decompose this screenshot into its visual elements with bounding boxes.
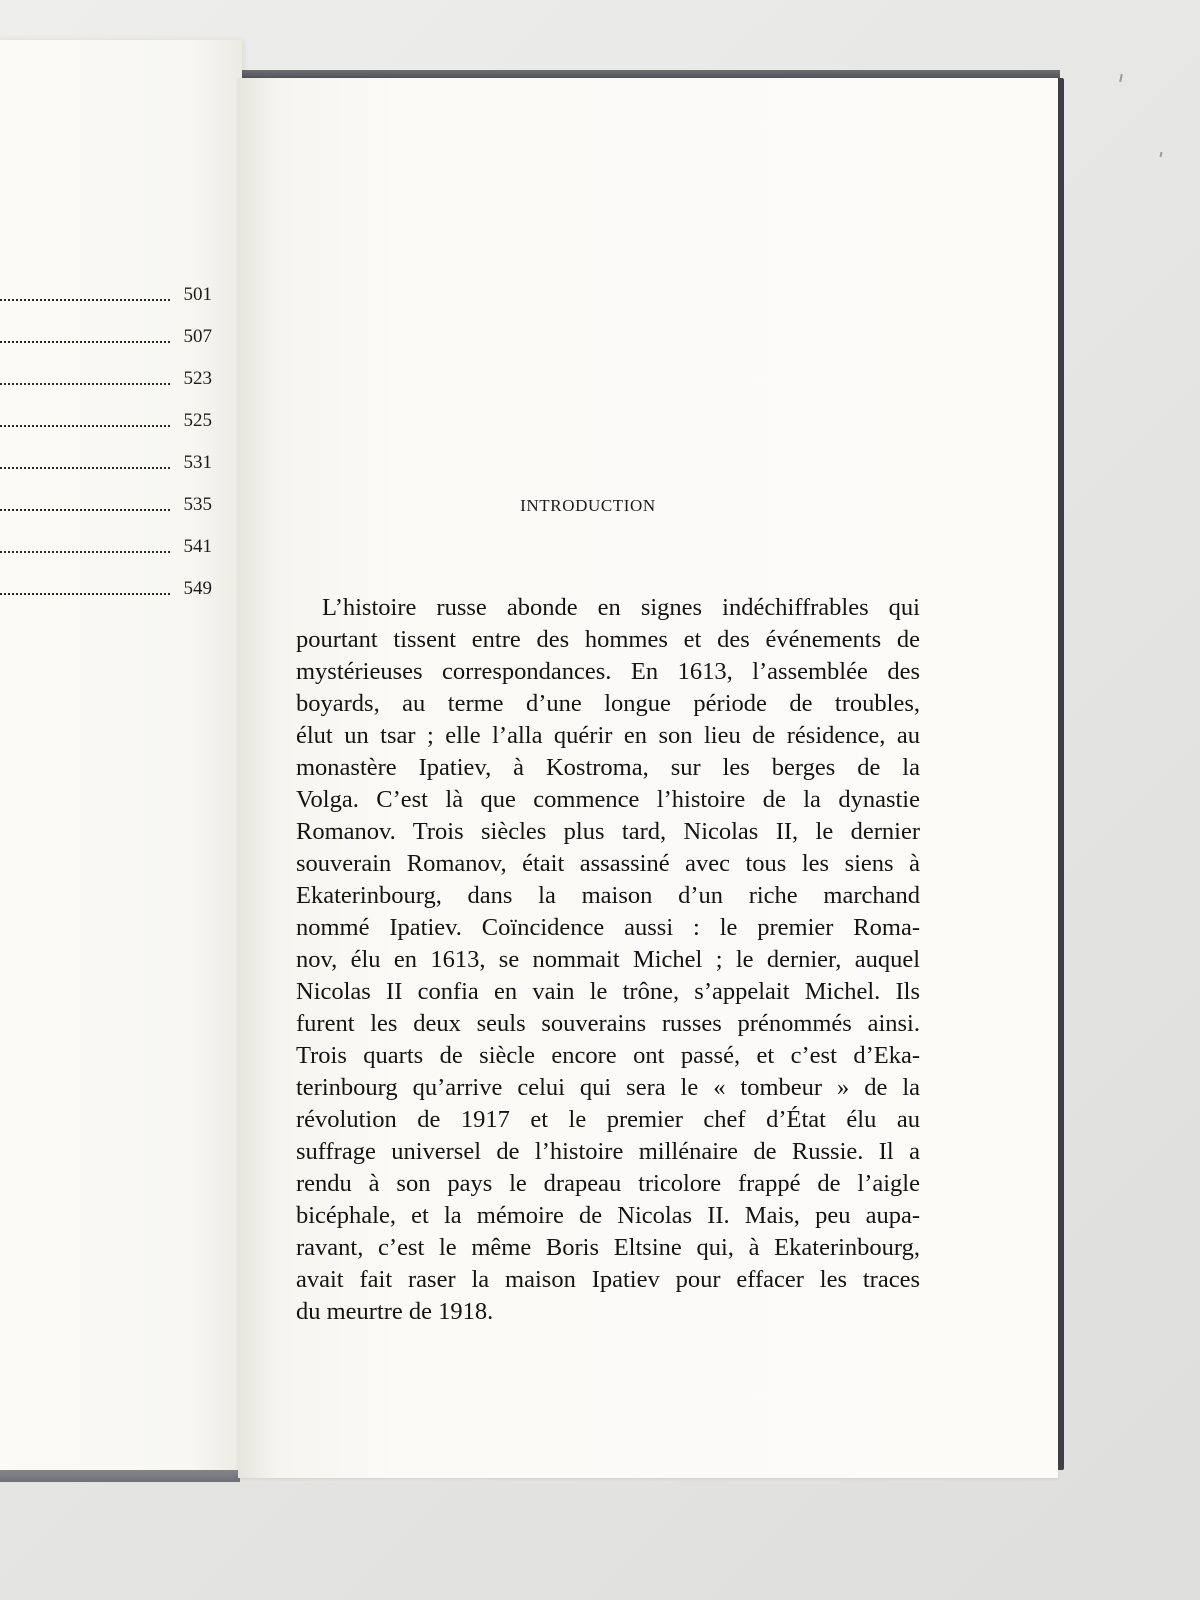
text-line: monastère Ipatiev, à Kostroma, sur les berges de la <box>296 754 920 781</box>
text-line: souverain Romanov, était assassiné avec tous les siens à <box>296 850 920 877</box>
text-line: Romanov. Trois siècles plus tard, Nicolas II, le dernier <box>296 818 920 845</box>
text-line: ravant, c’est le même Boris Eltsine qui, à Ekaterinbourg, <box>296 1234 920 1261</box>
toc-entry <box>0 364 212 394</box>
text-line: élut un tsar ; elle l’alla quérir en son lieu de résidence, au <box>296 722 920 749</box>
toc-leader-dots <box>0 531 170 553</box>
background-speck <box>1119 74 1123 82</box>
text-line: terinbourg qu’arrive celui qui sera le « tombeur » de la <box>296 1074 920 1101</box>
toc-leader-dots <box>0 573 170 595</box>
toc-entry <box>0 406 212 436</box>
text-line: nommé Ipatiev. Coïncidence aussi : le premier Roma- <box>296 914 920 941</box>
toc-page-number: 549 <box>183 578 212 599</box>
text-line: rendu à son pays le drapeau tricolore frappé de l’aigle <box>296 1170 920 1197</box>
toc-leader-dots <box>0 321 170 343</box>
toc-entry <box>0 448 212 478</box>
toc-leader-dots <box>0 447 170 469</box>
background-speck <box>1160 152 1163 157</box>
text-line: boyards, au terme d’une longue période de troubles, <box>296 690 920 717</box>
toc-page-number: 523 <box>183 368 212 389</box>
text-line: L’histoire russe abonde en signes indéchiffrables qui <box>322 594 920 621</box>
toc-page-number: 507 <box>183 326 212 347</box>
toc-leader-dots <box>0 363 170 385</box>
toc-page-number: 535 <box>183 494 212 515</box>
text-line: Trois quarts de siècle encore ont passé, et c’est d’Eka- <box>296 1042 920 1069</box>
body-paragraph <box>296 592 920 1328</box>
text-line: du meurtre de 1918. <box>296 1298 494 1325</box>
toc-page-number: 541 <box>183 536 212 557</box>
toc-entry <box>0 280 212 310</box>
toc-page-number: 531 <box>183 452 212 473</box>
text-line: mystérieuses correspondances. En 1613, l’assemblée des <box>296 658 920 685</box>
toc-entry <box>0 322 212 352</box>
text-line: Nicolas II confia en vain le trône, s’appelait Michel. Ils <box>296 978 920 1005</box>
text-line: nov, élu en 1613, se nommait Michel ; le dernier, auquel <box>296 946 920 973</box>
toc-entry <box>0 532 212 562</box>
left-page-table-of-contents <box>0 40 242 1470</box>
text-line: bicéphale, et la mémoire de Nicolas II. Mais, peu aupa- <box>296 1202 920 1229</box>
text-line: Volga. C’est là que commence l’histoire de la dynastie <box>296 786 920 813</box>
toc-leader-dots <box>0 489 170 511</box>
text-line: furent les deux seuls souverains russes prénommés ainsi. <box>296 1010 920 1037</box>
toc-page-number: 525 <box>183 410 212 431</box>
toc-entry <box>0 490 212 520</box>
text-line: suffrage universel de l’histoire millénaire de Russie. Il a <box>296 1138 920 1165</box>
text-line: avait fait raser la maison Ipatiev pour effacer les traces <box>296 1266 920 1293</box>
text-line: Ekaterinbourg, dans la maison d’un riche marchand <box>296 882 920 909</box>
text-line: pourtant tissent entre des hommes et des événements de <box>296 626 920 653</box>
toc-entry <box>0 574 212 604</box>
chapter-heading: INTRODUCTION <box>520 496 656 515</box>
right-page <box>238 78 1058 1478</box>
toc-leader-dots <box>0 279 170 301</box>
toc-page-number: 501 <box>183 284 212 305</box>
text-line: révolution de 1917 et le premier chef d’État élu au <box>296 1106 920 1133</box>
toc-leader-dots <box>0 405 170 427</box>
